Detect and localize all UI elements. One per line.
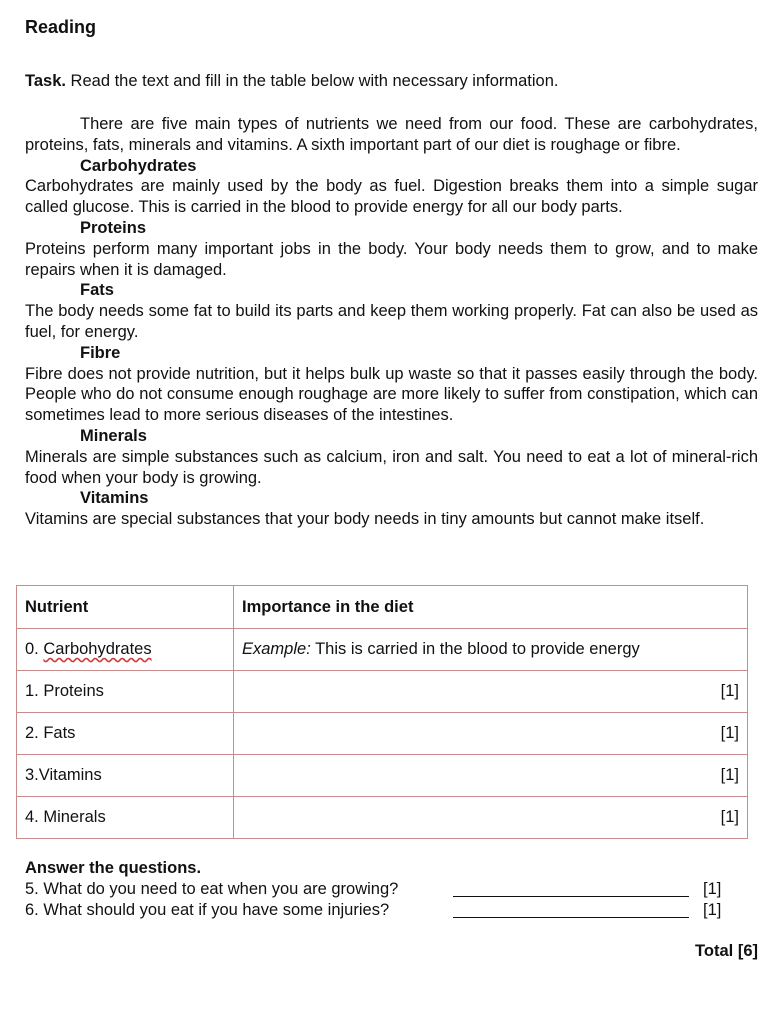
answer-cell[interactable] <box>234 671 748 713</box>
table-row <box>17 713 748 755</box>
total-score: Total [6] <box>695 942 758 960</box>
passage-intro: There are five main types of nutrients we need from our food. These are carbohydrates, proteins, fats, minerals and vitamins. A sixth important part of our diet is roughage or fibre. <box>25 115 758 154</box>
example-importance-cell <box>234 629 748 671</box>
section-title-fats: Fats <box>80 281 114 300</box>
nutrient-cell: 3.Vitamins <box>17 755 234 797</box>
example-nutrient-number: 0. <box>25 640 44 658</box>
task-instruction <box>25 70 758 92</box>
reading-passage <box>25 114 758 530</box>
worksheet <box>25 14 758 530</box>
task-label: Task. <box>25 72 66 90</box>
nutrient-cell: 4. Minerals <box>17 797 234 839</box>
section-text-vitamins: Vitamins are special substances that your body needs in tiny amounts but cannot make itself. <box>25 510 705 529</box>
task-text: Read the text and fill in the table below with necessary information. <box>65 72 559 90</box>
mark-label: [1] <box>720 808 739 826</box>
question-row <box>25 900 758 921</box>
section-text-minerals: Minerals are simple substances such as calcium, iron and salt. You need to eat a lot of mineral-rich food when your body is growing. <box>25 447 758 487</box>
table-row-example <box>17 629 748 671</box>
answer-line[interactable] <box>453 917 689 918</box>
header-importance: Importance in the diet <box>234 586 748 629</box>
section-title-minerals: Minerals <box>80 426 147 445</box>
questions-section <box>25 858 758 921</box>
answer-line[interactable] <box>453 896 689 897</box>
nutrient-cell: 1. Proteins <box>17 671 234 713</box>
section-text-fibre: Fibre does not provide nutrition, but it helps bulk up waste so that it passes easily through the body. People who do not consume enough roughage are more likely to suffer from constipation, which can sometimes lead to more serious diseases of the intestines. <box>25 364 758 425</box>
mark-label: [1] <box>720 682 739 700</box>
section-title-carbohydrates: Carbohydrates <box>80 156 197 175</box>
answer-cell[interactable] <box>234 755 748 797</box>
section-text-fats: The body needs some fat to build its parts and keep them working properly. Fat can also be used as fuel, for energy. <box>25 302 758 341</box>
mark-label: [1] <box>720 724 739 742</box>
section-text-carbohydrates: Carbohydrates are mainly used by the body as fuel. Digestion breaks them into a simple sugar called glucose. This is carried in the blood to provide energy for all our body parts. <box>25 177 758 217</box>
example-text: This is carried in the blood to provide energy <box>310 640 640 658</box>
answer-cell[interactable] <box>234 713 748 755</box>
questions-heading: Answer the questions. <box>25 859 202 877</box>
question-row <box>25 879 758 900</box>
example-nutrient-cell <box>17 629 234 671</box>
nutrient-table <box>16 585 748 839</box>
table-row <box>17 797 748 839</box>
mark-label: [1] <box>720 766 739 784</box>
section-title-fibre: Fibre <box>80 343 121 362</box>
table-row <box>17 755 748 797</box>
example-label: Example: <box>242 640 311 658</box>
page-title: Reading <box>25 17 97 37</box>
section-title-proteins: Proteins <box>80 218 147 237</box>
example-nutrient-word: Carbohydrates <box>43 640 152 658</box>
section-title-vitamins: Vitamins <box>80 489 149 508</box>
table-header-row <box>17 586 748 629</box>
nutrient-cell: 2. Fats <box>17 713 234 755</box>
header-nutrient: Nutrient <box>17 586 234 629</box>
answer-cell[interactable] <box>234 797 748 839</box>
question-mark: [1] <box>703 901 722 919</box>
table-row <box>17 671 748 713</box>
question-text: 6. What should you eat if you have some injuries? <box>25 901 390 919</box>
question-text: 5. What do you need to eat when you are growing? <box>25 880 399 898</box>
section-text-proteins: Proteins perform many important jobs in the body. Your body needs them to grow, and to make repairs when it is damaged. <box>25 239 758 279</box>
question-mark: [1] <box>703 880 722 898</box>
